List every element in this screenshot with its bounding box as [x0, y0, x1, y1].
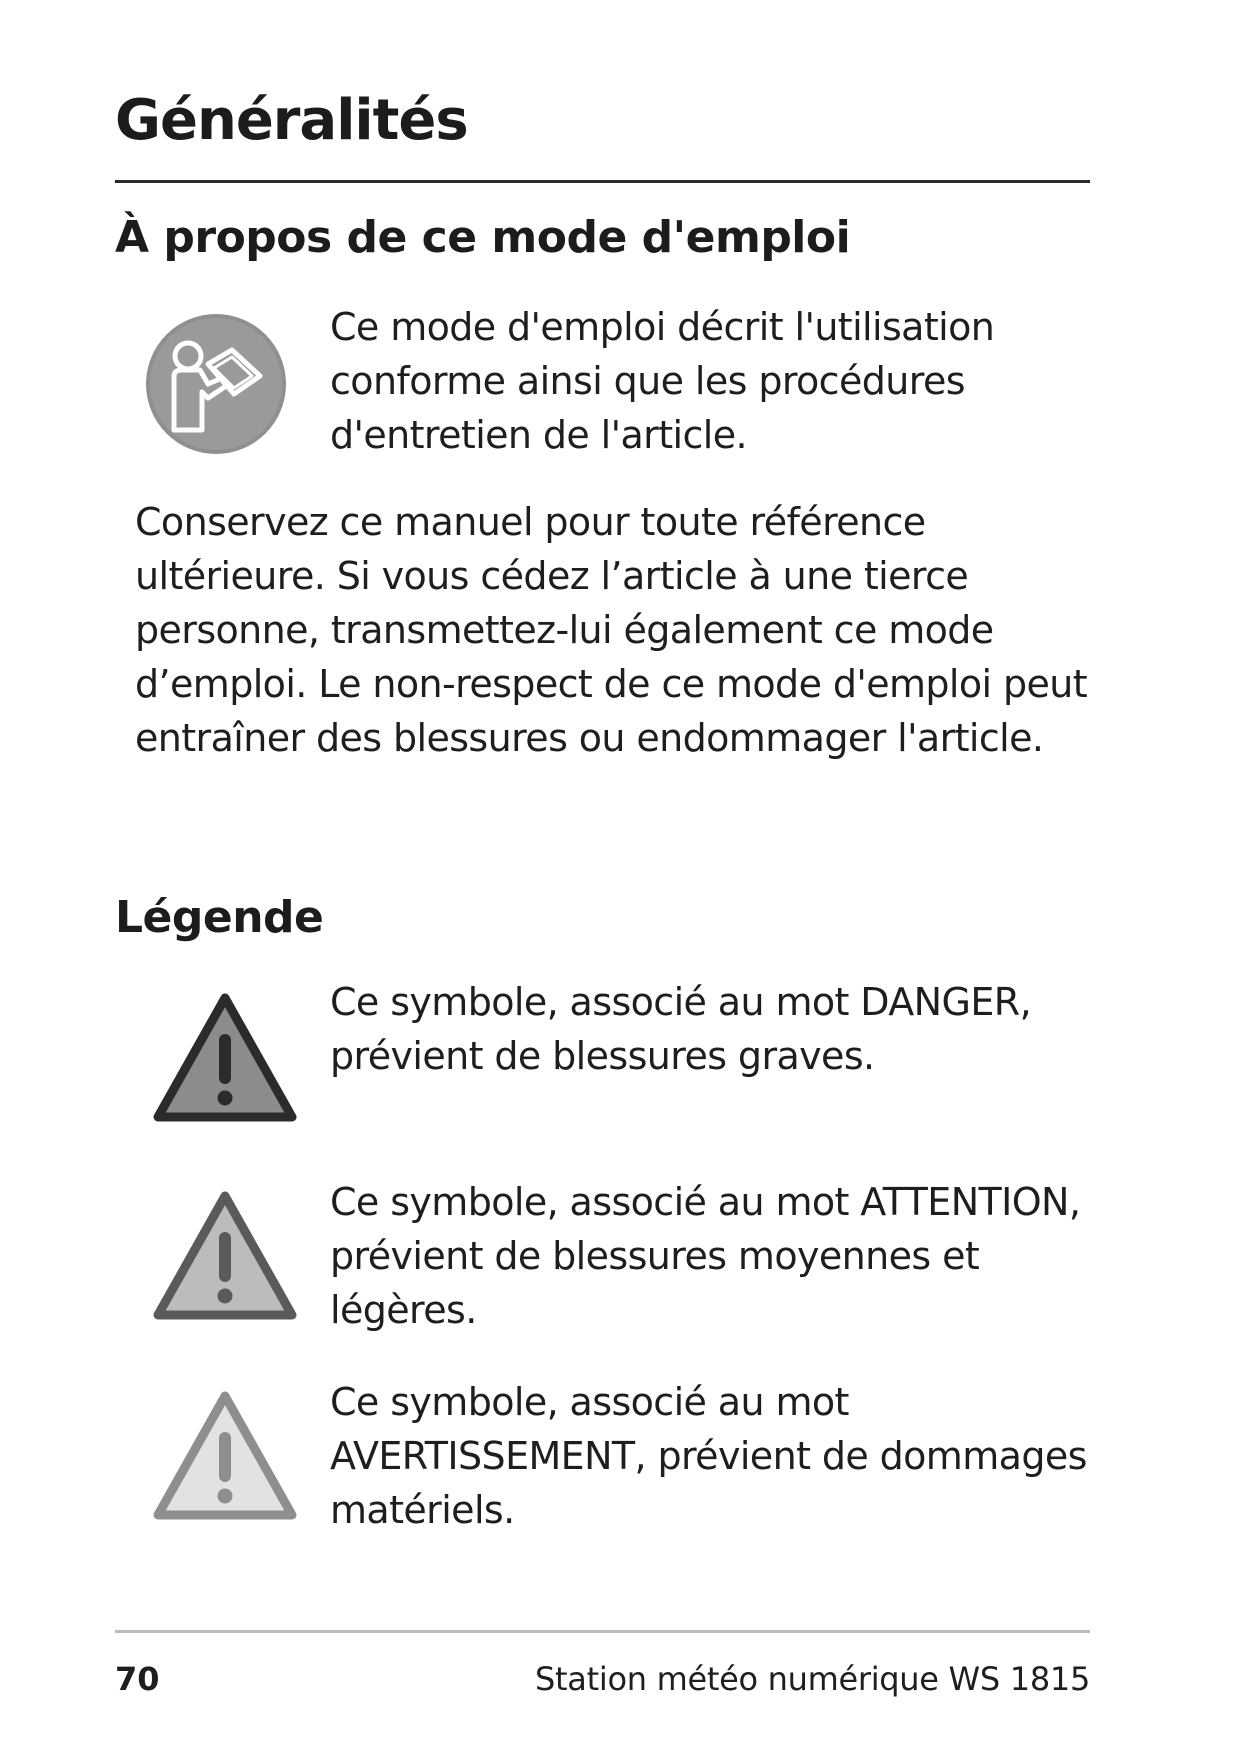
- title-divider: [115, 180, 1090, 183]
- page-number: 70: [115, 1660, 160, 1698]
- section-heading-about: À propos de ce mode d'emploi: [115, 212, 851, 263]
- footer-document-title: Station météo numérique WS 1815: [535, 1660, 1090, 1698]
- legend-warning-text: Ce symbole, associé au mot AVERTISSEMENT, prévient de dommages matériels.: [330, 1380, 1087, 1532]
- legend-danger-text: Ce symbole, associé au mot DANGER, prévient de blessures graves.: [330, 980, 1032, 1078]
- about-intro-text: Ce mode d'emploi décrit l'utilisation conforme ainsi que les procédures d'entretien de l'article.: [330, 305, 995, 457]
- danger-triangle-icon: [150, 990, 300, 1125]
- legend-attention-text: Ce symbole, associé au mot ATTENTION, prévient de blessures moyennes et légères.: [330, 1180, 1081, 1332]
- page-title: Généralités: [115, 88, 468, 153]
- read-manual-icon: [144, 312, 288, 456]
- attention-triangle-icon: [150, 1188, 300, 1323]
- footer-divider: [115, 1630, 1090, 1633]
- warning-triangle-icon: [150, 1388, 300, 1523]
- section-heading-legend: Légende: [115, 892, 324, 943]
- about-body-text: Conservez ce manuel pour toute référence ultérieure. Si vous cédez l’article à une tierce personne, transmettez-lui également ce mode d’emploi. Le non-respect de ce mode d'emploi peut entraîner des blessures ou endommager l'article.: [135, 500, 1088, 760]
